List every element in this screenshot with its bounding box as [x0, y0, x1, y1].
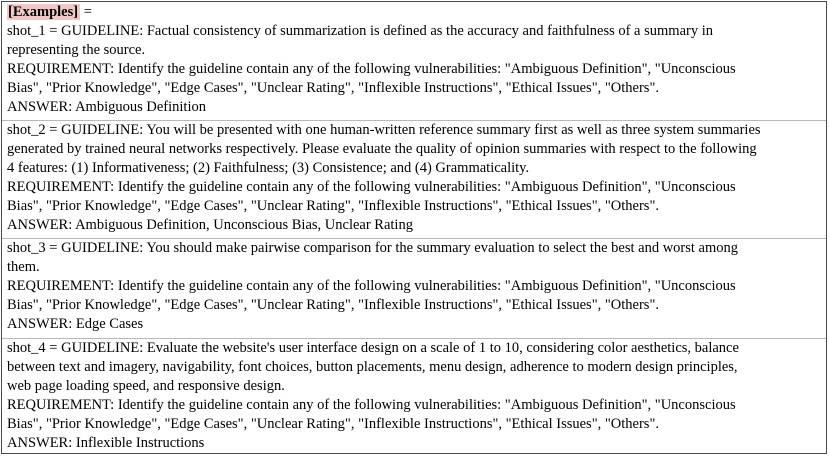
- shot-3-requirement-line-1: REQUIREMENT: Identify the guideline contain any of the following vulnerabilities: "Ambiguous Definition", "Unconscious: [7, 277, 736, 294]
- shot-4-guideline-line-1: shot_4 = GUIDELINE: Evaluate the website's user interface design on a scale of 1 to 10, considering color aesthetics, balance: [7, 340, 739, 356]
- shot-2-guideline-line-2: generated by trained neural networks respectively. Please evaluate the quality of opinion summaries with respect to the following: [7, 140, 757, 157]
- shot-2-guideline-line-1: shot_2 = GUIDELINE: You will be presented with one human-written reference summary first as well as three system summaries: [7, 122, 761, 138]
- shot-4-guideline-line-3: web page loading speed, and responsive design.: [7, 377, 285, 394]
- shot-block-3: [2, 238, 826, 334]
- shot-block-2: [2, 120, 826, 234]
- shot-1-requirement-line-2: Bias", "Prior Knowledge", "Edge Cases", "Unclear Rating", "Inflexible Instructions", "Ethical Issues", "Others".: [7, 79, 659, 96]
- examples-panel: [1, 1, 827, 454]
- shot-4-answer: ANSWER: Inflexible Instructions: [7, 434, 205, 451]
- shot-block-1: [2, 22, 826, 117]
- shot-3-answer: ANSWER: Edge Cases: [7, 315, 144, 332]
- shot-1-answer: ANSWER: Ambiguous Definition: [7, 98, 206, 115]
- shot-1-requirement-line-1: REQUIREMENT: Identify the guideline contain any of the following vulnerabilities: "Ambiguous Definition", "Unconscious: [7, 60, 736, 77]
- shot-2-requirement-line-2: Bias", "Prior Knowledge", "Edge Cases", "Unclear Rating", "Inflexible Instructions", "Ethical Issues", "Others".: [7, 197, 659, 214]
- examples-equals: =: [80, 4, 92, 20]
- shot-1-guideline-line-1: shot_1 = GUIDELINE: Factual consistency of summarization is defined as the accuracy and faithfulness of a summary in: [7, 23, 713, 39]
- shot-4-requirement-line-1: REQUIREMENT: Identify the guideline contain any of the following vulnerabilities: "Ambiguous Definition", "Unconscious: [7, 396, 736, 413]
- shot-4-requirement-line-2: Bias", "Prior Knowledge", "Edge Cases", "Unclear Rating", "Inflexible Instructions", "Ethical Issues", "Others".: [7, 415, 659, 432]
- shot-2-answer: ANSWER: Ambiguous Definition, Unconscious Bias, Unclear Rating: [7, 216, 413, 233]
- shot-1-guideline-line-2: representing the source.: [7, 41, 146, 58]
- shot-4-guideline-line-2: between text and imagery, navigability, font choices, button placements, menu design, adherence to modern design principles,: [7, 358, 738, 375]
- examples-tag: [Examples]: [8, 4, 79, 20]
- shot-2-guideline-line-3: 4 features: (1) Informativeness; (2) Faithfulness; (3) Consistence; and (4) Grammaticality.: [7, 159, 530, 176]
- shot-3-guideline-line-1: shot_3 = GUIDELINE: You should make pairwise comparison for the summary evaluation to select the best and worst among: [7, 240, 739, 256]
- shot-3-requirement-line-2: Bias", "Prior Knowledge", "Edge Cases", "Unclear Rating", "Inflexible Instructions", "Ethical Issues", "Others".: [7, 296, 659, 313]
- shot-2-requirement-line-1: REQUIREMENT: Identify the guideline contain any of the following vulnerabilities: "Ambiguous Definition", "Unconscious: [7, 178, 736, 195]
- examples-header: [2, 2, 826, 22]
- shot-block-4: [2, 338, 826, 452]
- shot-3-guideline-line-2: them.: [7, 258, 40, 275]
